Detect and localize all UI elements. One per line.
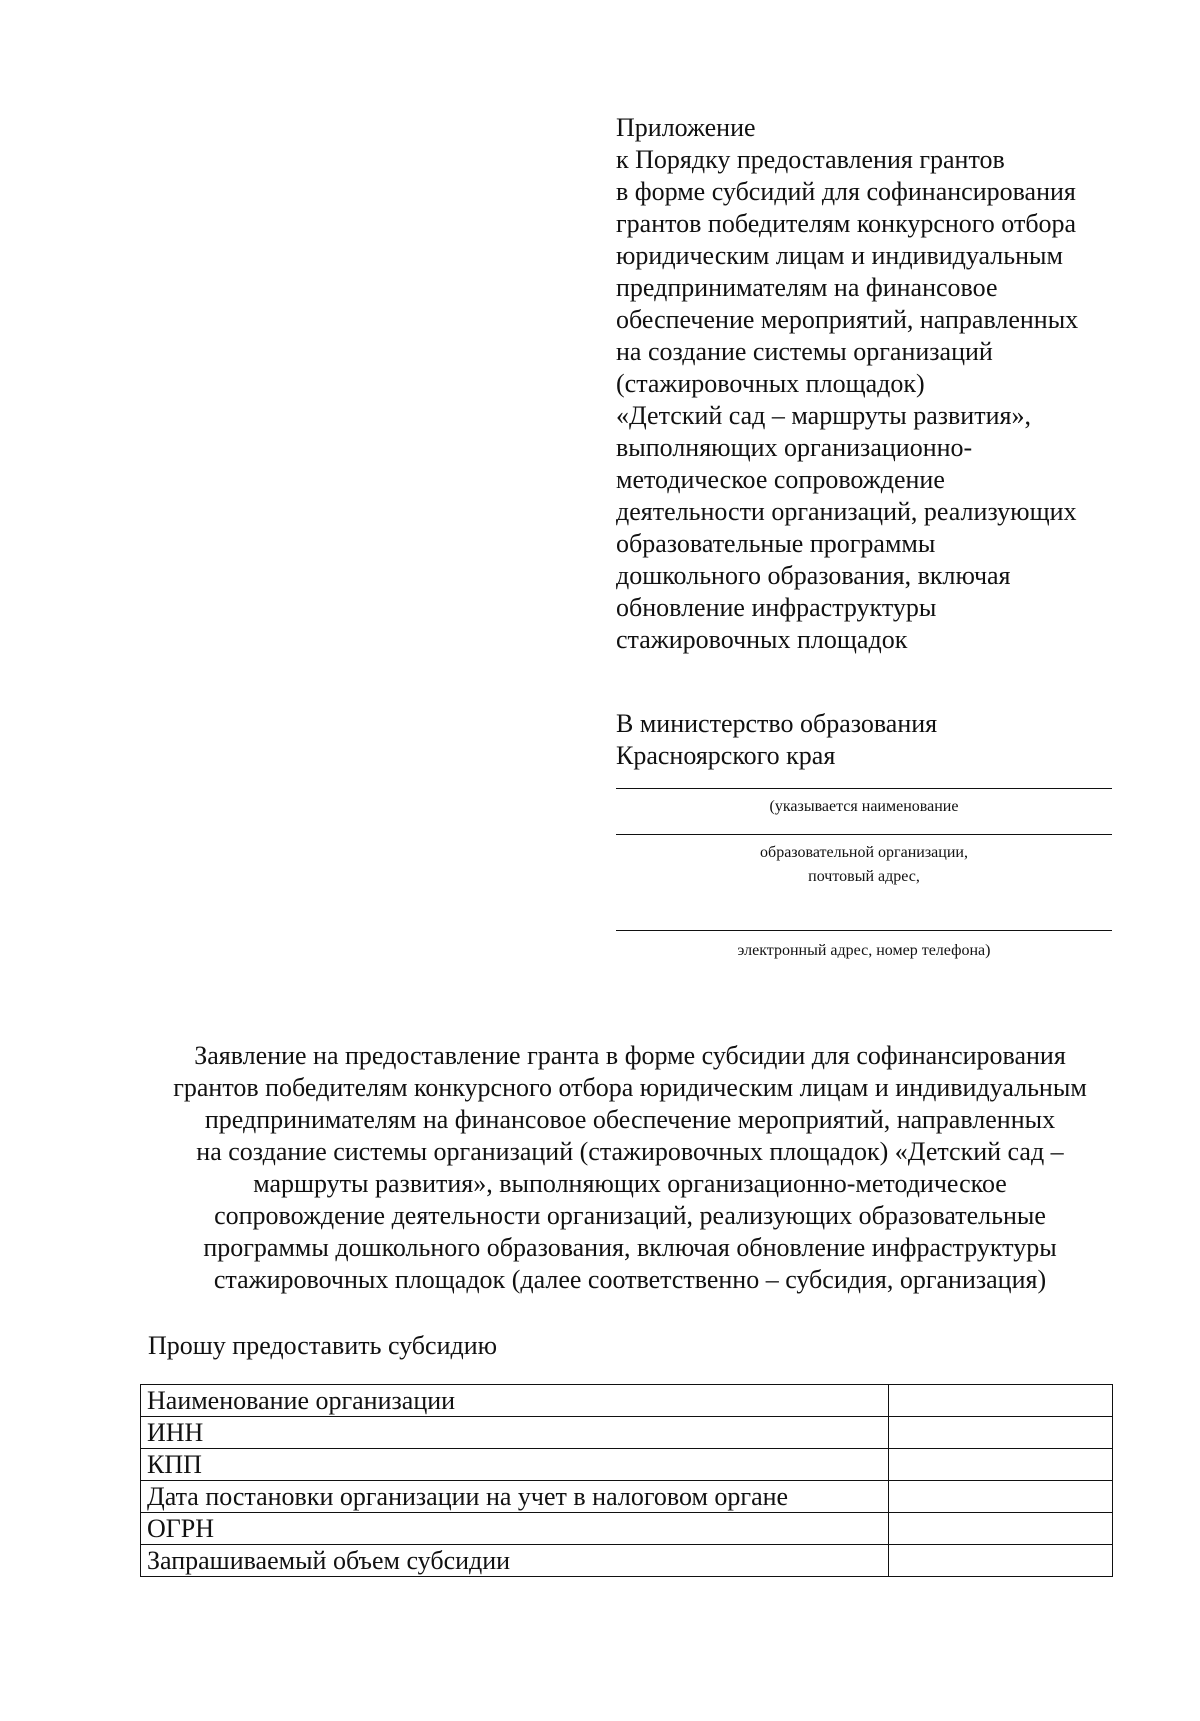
- row-label: ОГРН: [141, 1513, 889, 1545]
- appendix-line: к Порядку предоставления грантов: [616, 145, 1005, 174]
- row-label: Запрашиваемый объем субсидии: [141, 1545, 889, 1577]
- addressee-line: В министерство образования: [616, 709, 938, 738]
- row-value-field[interactable]: [888, 1513, 1112, 1545]
- appendix-line: образовательные программы: [616, 529, 936, 558]
- row-value-field[interactable]: [888, 1449, 1112, 1481]
- applicant-contacts-line[interactable]: [616, 930, 1112, 931]
- title-line: сопровождение деятельности организаций, реализующих образовательные: [214, 1201, 1046, 1230]
- table-row: [141, 1513, 1113, 1545]
- title-line: программы дошкольного образования, включая обновление инфраструктуры: [203, 1233, 1057, 1262]
- addressee-block: [616, 708, 1176, 772]
- appendix-line: предпринимателям на финансовое: [616, 273, 998, 302]
- addressee-line: Красноярского края: [616, 741, 836, 770]
- table-row: [141, 1481, 1113, 1513]
- appendix-line: стажировочных площадок: [616, 625, 908, 654]
- appendix-line: выполняющих организационно-: [616, 433, 973, 462]
- appendix-line: «Детский сад – маршруты развития»,: [616, 401, 1031, 430]
- applicant-postal-hint: почтовый адрес,: [808, 868, 920, 885]
- applicant-org-hint: образовательной организации,: [760, 844, 968, 861]
- title-line: предпринимателям на финансовое обеспечение мероприятий, направленных: [204, 1105, 1056, 1134]
- appendix-line: юридическим лицам и индивидуальным: [616, 241, 1063, 270]
- table-row: [141, 1449, 1113, 1481]
- row-label: КПП: [141, 1449, 889, 1481]
- title-line: на создание системы организаций (стажировочных площадок) «Детский сад –: [196, 1137, 1064, 1166]
- request-text: Прошу предоставить субсидию: [148, 1331, 498, 1360]
- appendix-line: методическое сопровождение: [616, 465, 945, 494]
- appendix-line: на создание системы организаций: [616, 337, 993, 366]
- row-value-field[interactable]: [888, 1417, 1112, 1449]
- row-value-field[interactable]: [888, 1545, 1112, 1577]
- applicant-org-line[interactable]: [616, 834, 1112, 835]
- row-value-field[interactable]: [888, 1481, 1112, 1513]
- applicant-name-line[interactable]: [616, 788, 1112, 789]
- table-row: [141, 1385, 1113, 1417]
- row-label: ИНН: [141, 1417, 889, 1449]
- row-label: Наименование организации: [141, 1385, 889, 1417]
- title-line: Заявление на предоставление гранта в форме субсидии для софинансирования: [194, 1041, 1066, 1070]
- organization-details-table: [140, 1384, 1113, 1577]
- table-row: [141, 1417, 1113, 1449]
- applicant-name-hint: (указывается наименование: [769, 798, 959, 815]
- appendix-line: деятельности организаций, реализующих: [616, 497, 1077, 526]
- table-row: [141, 1545, 1113, 1577]
- appendix-line: грантов победителям конкурсного отбора: [616, 209, 1077, 238]
- appendix-line: Приложение: [616, 113, 756, 142]
- title-line: стажировочных площадок (далее соответственно – субсидия, организация): [213, 1265, 1047, 1294]
- title-line: маршруты развития», выполняющих организационно-методическое: [253, 1169, 1007, 1198]
- appendix-line: (стажировочных площадок): [616, 369, 925, 398]
- appendix-line: обеспечение мероприятий, направленных: [616, 305, 1079, 334]
- application-title: [140, 1040, 1120, 1296]
- applicant-contacts-hint: электронный адрес, номер телефона): [737, 942, 991, 959]
- title-line: грантов победителям конкурсного отбора юридическим лицам и индивидуальным: [173, 1073, 1087, 1102]
- appendix-line: обновление инфраструктуры: [616, 593, 937, 622]
- appendix-block: [616, 112, 1176, 656]
- appendix-line: в форме субсидий для софинансирования: [616, 177, 1076, 206]
- row-label: Дата постановки организации на учет в налоговом органе: [141, 1481, 889, 1513]
- appendix-line: дошкольного образования, включая: [616, 561, 1011, 590]
- row-value-field[interactable]: [888, 1385, 1112, 1417]
